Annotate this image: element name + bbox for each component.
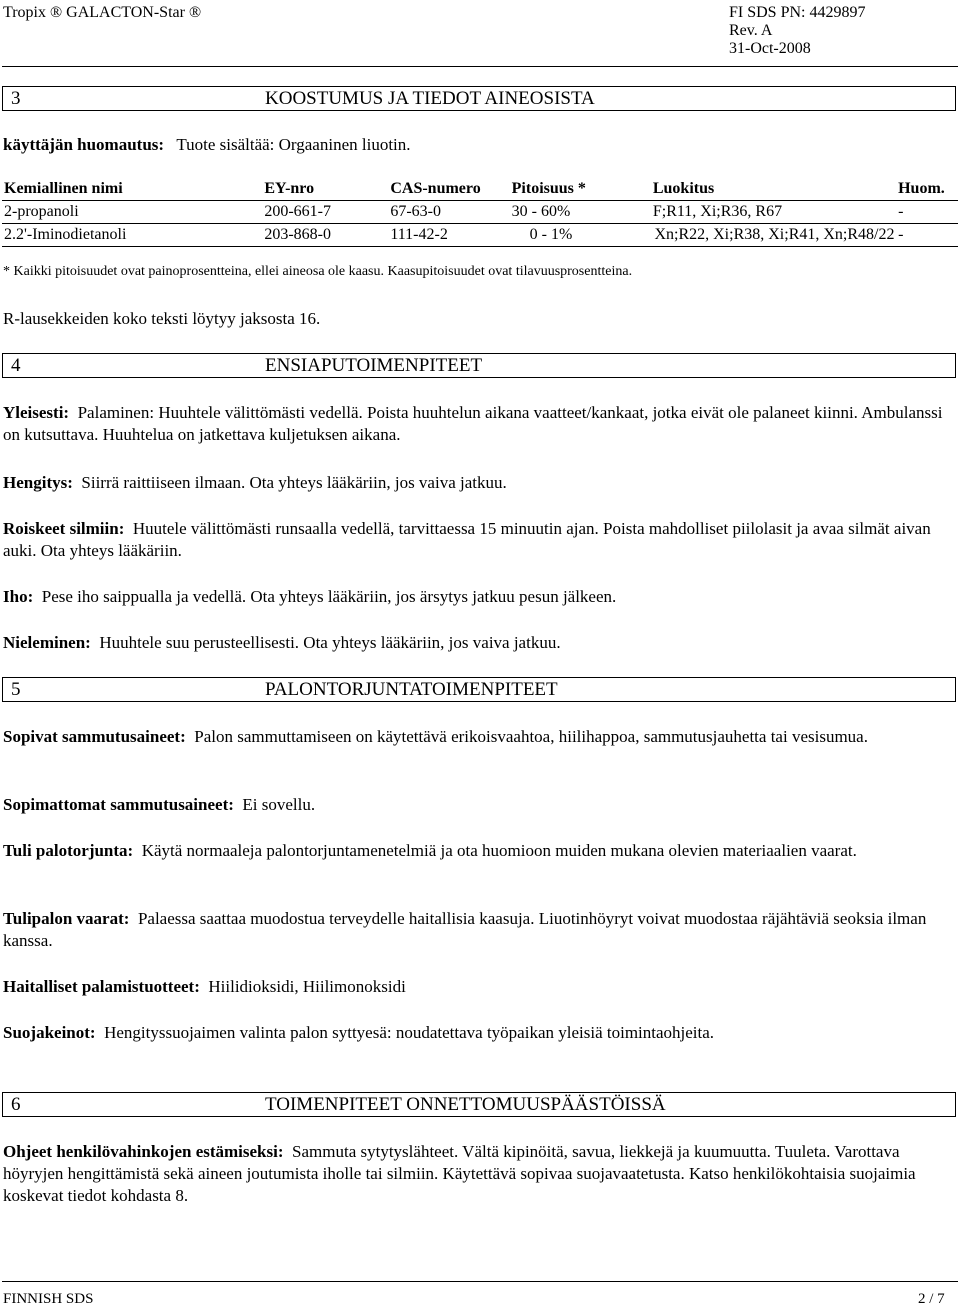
item-text: Palaminen: Huuhtele välittömästi vedellä. Poista huuhtelun aikana vaatteet/kankaat, jotka eivät ole palaneet kiinni. Ambulanssi on kutsuttava. Huuhtelua on jatkettava kuljetuksen aikana. bbox=[3, 403, 943, 444]
user-note-label: käyttäjän huomautus: bbox=[3, 135, 165, 154]
section-number: 3 bbox=[11, 88, 21, 109]
item-text: Siirrä raittiiseen ilmaan. Ota yhteys lääkäriin, jos vaiva jatkuu. bbox=[81, 473, 507, 492]
section-3-header bbox=[2, 86, 956, 111]
item-text: Hengityssuojaimen valinta palon syttyesä: noudatettava työpaikan yleisiä toimintaohjeita. bbox=[104, 1023, 715, 1042]
item-label: Roiskeet silmiin: bbox=[3, 519, 125, 538]
revision-date: 31-Oct-2008 bbox=[729, 40, 811, 57]
item-label: Iho: bbox=[3, 587, 34, 606]
section-title: KOOSTUMUS JA TIEDOT AINEOSISTA bbox=[265, 88, 595, 109]
table-cell: 200-661-7 bbox=[262, 201, 388, 224]
table-header-row bbox=[2, 178, 958, 201]
item-text: Palon sammuttamiseen on käytettävä erikoisvaahtoa, hiilihappoa, sammutusjauhetta tai vesisumua. bbox=[194, 727, 868, 746]
header-divider bbox=[2, 66, 958, 67]
table-row bbox=[2, 201, 958, 224]
table-cell: 0 - 1% bbox=[510, 224, 651, 247]
section-5-header bbox=[2, 677, 956, 702]
fire-unsuitable-media bbox=[3, 794, 953, 816]
first-aid-eyes bbox=[3, 518, 953, 562]
section-title: PALONTORJUNTATOIMENPITEET bbox=[265, 679, 558, 700]
sds-part-number: FI SDS PN: 4429897 bbox=[729, 4, 866, 21]
column-header: CAS-numero bbox=[388, 178, 509, 201]
item-text: Huuhtele suu perusteellisesti. Ota yhteys lääkäriin, jos vaiva jatkuu. bbox=[99, 633, 561, 652]
item-text: Hiilidioksidi, Hiilimonoksidi bbox=[208, 977, 406, 996]
table-cell: - bbox=[896, 224, 958, 247]
concentration-footnote: * Kaikki pitoisuudet ovat painoprosentteina, ellei aineosa ole kaasu. Kaasupitoisuudet ovat tilavuusprosentteina. bbox=[3, 264, 633, 279]
item-label: Tuli palotorjunta: bbox=[3, 841, 134, 860]
column-header: Huom. bbox=[896, 178, 958, 201]
fire-hazards bbox=[3, 908, 953, 952]
fire-combustion-products bbox=[3, 976, 953, 998]
table-cell: 2-propanoli bbox=[2, 201, 262, 224]
page-number: 2 / 7 bbox=[918, 1291, 945, 1307]
accidental-release-personal bbox=[3, 1141, 953, 1207]
table-cell: 67-63-0 bbox=[388, 201, 509, 224]
section-6-header bbox=[2, 1092, 956, 1117]
item-label: Nieleminen: bbox=[3, 633, 91, 652]
column-header: Kemiallinen nimi bbox=[2, 178, 262, 201]
item-text: Huutele välittömästi runsaalla vedellä, tarvittaessa 15 minuutin ajan. Poista mahdolliset piilolasit ja avaa silmät aivan auki. Ota yhteys lääkäriin. bbox=[3, 519, 931, 560]
footer-left: FINNISH SDS bbox=[3, 1291, 94, 1307]
first-aid-ingestion bbox=[3, 632, 953, 654]
footer-divider bbox=[2, 1281, 958, 1282]
first-aid-skin bbox=[3, 586, 953, 608]
column-header: Luokitus bbox=[651, 178, 896, 201]
table-row bbox=[2, 224, 958, 247]
item-text: Pese iho saippualla ja vedellä. Ota yhteys lääkäriin, jos ärsytys jatkuu pesun jälkeen. bbox=[41, 587, 617, 606]
table-cell: F;R11, Xi;R36, R67 bbox=[651, 201, 896, 224]
fire-fighting bbox=[3, 840, 953, 862]
item-text: Ei sovellu. bbox=[242, 795, 316, 814]
section-title: TOIMENPITEET ONNETTOMUUSPÄÄSTÖISSÄ bbox=[265, 1094, 666, 1115]
product-name: Tropix ® GALACTON-Star ® bbox=[3, 4, 202, 21]
item-text: Palaessa saattaa muodostua terveydelle haitallisia kaasuja. Liuotinhöyryt voivat muodostaa räjähtäviä seoksia ilman kanssa. bbox=[3, 909, 927, 950]
user-note-text: Tuote sisältää: Orgaaninen liuotin. bbox=[176, 135, 411, 154]
item-label: Hengitys: bbox=[3, 473, 73, 492]
item-label: Sopimattomat sammutusaineet: bbox=[3, 795, 234, 814]
item-label: Suojakeinot: bbox=[3, 1023, 96, 1042]
item-label: Sopivat sammutusaineet: bbox=[3, 727, 186, 746]
item-text: Käytä normaaleja palontorjuntamenetelmiä ja ota huomioon muiden mukana olevien materiaalien vaarat. bbox=[141, 841, 857, 860]
column-header: EY-nro bbox=[262, 178, 388, 201]
first-aid-inhalation bbox=[3, 472, 953, 494]
section-4-header bbox=[2, 353, 956, 378]
fire-protection bbox=[3, 1022, 953, 1044]
fire-suitable-media bbox=[3, 726, 953, 748]
section-number: 4 bbox=[11, 355, 21, 376]
table-cell: 30 - 60% bbox=[510, 201, 651, 224]
revision: Rev. A bbox=[729, 22, 773, 39]
table-cell: Xn;R22, Xi;R38, Xi;R41, Xn;R48/22 bbox=[651, 224, 896, 247]
section-number: 5 bbox=[11, 679, 21, 700]
section-title: ENSIAPUTOIMENPITEET bbox=[265, 355, 483, 376]
column-header: Pitoisuus * bbox=[510, 178, 651, 201]
table-cell: 203-868-0 bbox=[262, 224, 388, 247]
user-note bbox=[3, 135, 411, 155]
r-phrases-note: R-lausekkeiden koko teksti löytyy jaksosta 16. bbox=[3, 309, 321, 328]
item-label: Yleisesti: bbox=[3, 403, 70, 422]
table-cell: 111-42-2 bbox=[388, 224, 509, 247]
table-cell: 2.2'-Iminodietanoli bbox=[2, 224, 262, 247]
composition-table bbox=[2, 178, 958, 247]
first-aid-general bbox=[3, 402, 953, 446]
item-label: Ohjeet henkilövahinkojen estämiseksi: bbox=[3, 1142, 284, 1161]
table-cell: - bbox=[896, 201, 958, 224]
item-label: Haitalliset palamistuotteet: bbox=[3, 977, 200, 996]
item-label: Tulipalon vaarat: bbox=[3, 909, 130, 928]
item-text: Sammuta sytytyslähteet. Vältä kipinöitä, savua, liekkejä ja kuumuutta. Tuuleta. Varottava höyryjen hengittämistä sekä aineen joutumista iholle tai silmiin. Käytettävä sopivaa suojavaatetusta. Katso henkilökohtaisia suojaimia koskevat tiedot kohdasta 8. bbox=[3, 1142, 916, 1205]
section-number: 6 bbox=[11, 1094, 21, 1115]
